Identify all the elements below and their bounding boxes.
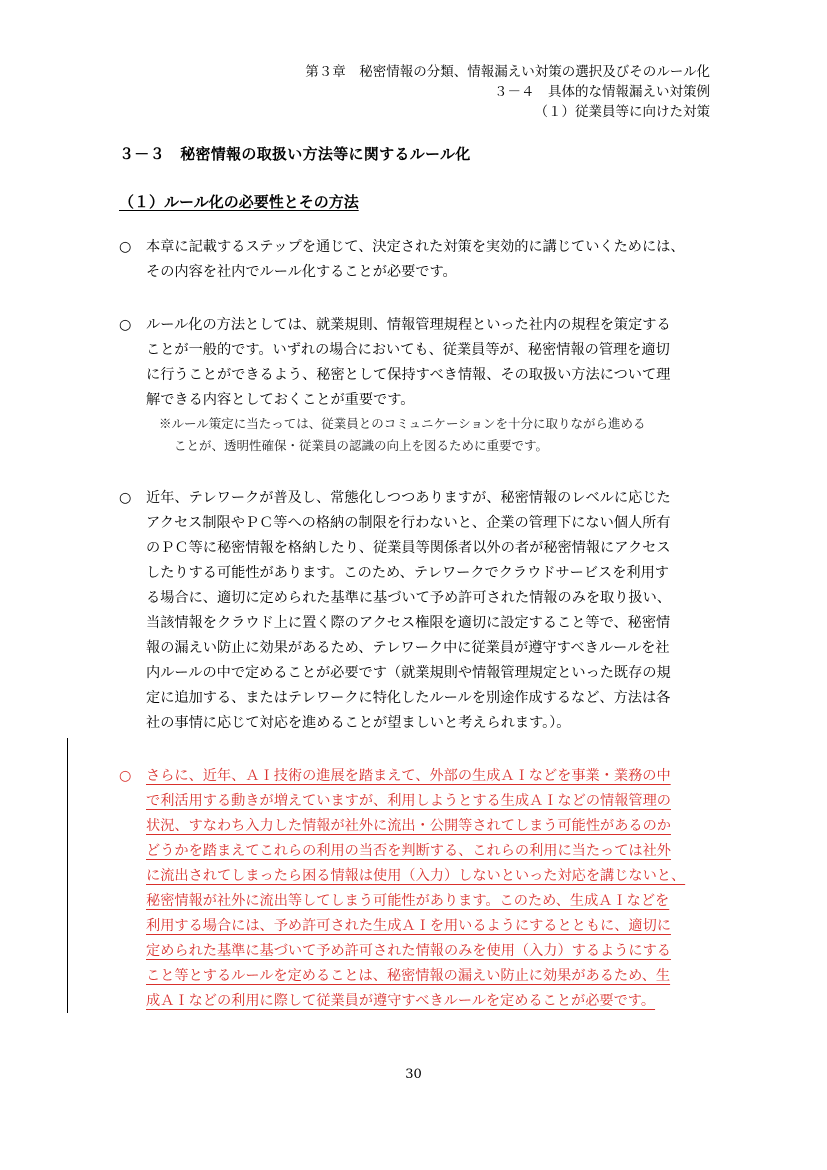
- paragraph-line: 近年、テレワークが普及し、常態化しつつありますが、秘密情報のレベルに応じた: [146, 490, 671, 506]
- paragraph-line: したりする可能性があります。このため、テレワークでクラウドサービスを利用す: [146, 565, 669, 581]
- paragraph-line: 当該情報をクラウド上に置く際のアクセス権限を適切に設定すること等で、秘密情: [146, 615, 671, 631]
- paragraph-line: に行うことができるよう、秘密として保持すべき情報、その取扱い方法について理: [146, 367, 671, 383]
- bullet-circle-icon: ○: [119, 768, 132, 784]
- paragraph-line: る場合に、適切に定められた基準に基づいて予め許可された情報のみを取り扱い、: [146, 590, 671, 606]
- section-title: ３－３ 秘密情報の取扱い方法等に関するルール化: [119, 145, 471, 163]
- paragraph-line: 解できる内容としておくことが重要です。: [146, 392, 415, 408]
- bullet-circle-icon: ○: [119, 239, 132, 255]
- paragraph-line: 報の漏えい防止に効果があるため、テレワーク中に従業員が遵守すべきルールを社: [146, 640, 670, 656]
- paragraph-line: で利活用する動きが増えていますが、利用しようとする生成ＡＩなどの情報管理の: [146, 793, 671, 809]
- paragraph-line: 定められた基準に基づいて予め許可された情報のみを使用（入力）するようにする: [146, 943, 671, 959]
- bullet-paragraph: [119, 235, 719, 285]
- paragraph-line: ルール化の方法としては、就業規則、情報管理規程といった社内の規程を策定する: [146, 317, 671, 333]
- header-section: ３－４ 具体的な情報漏えい対策例: [494, 84, 710, 100]
- running-header: [305, 62, 710, 122]
- paragraph-line: 状況、すなわち入力した情報が社外に流出・公開等されてしまう可能性があるのか: [146, 818, 671, 834]
- paragraph-line: に流出されてしまったら困る情報は使用（入力）しないといった対応を講じないと、: [146, 868, 686, 884]
- bullet-circle-icon: ○: [119, 317, 132, 333]
- paragraph-line: 社の事情に応じて対応を進めることが望ましいと考えられます。）。: [146, 715, 571, 731]
- paragraph-line: 本章に記載するステップを通じて、決定された対策を実効的に講じていくためには、: [146, 239, 685, 255]
- bullet-paragraph: [119, 486, 719, 736]
- paragraph-line: ことが一般的です。いずれの場合においても、従業員等が、秘密情報の管理を適切: [146, 342, 670, 358]
- bullet-circle-icon: ○: [119, 490, 132, 506]
- paragraph-line: のＰＣ等に秘密情報を格納したり、従業員等関係者以外の者が秘密情報にアクセス: [146, 540, 671, 556]
- subsection-title: （１）ルール化の必要性とその方法: [119, 193, 359, 211]
- paragraph-line: 定に追加する、またはテレワークに特化したルールを別途作成するなど、方法は各: [146, 690, 671, 706]
- revision-change-bar: [67, 738, 68, 1013]
- note-line: ※ルール策定に当たっては、従業員とのコミュニケーションを十分に取りながら進める: [159, 416, 646, 431]
- paragraph-line: 内ルールの中で定めることが必要です（就業規則や情報管理規定といった既存の規: [146, 665, 671, 681]
- page-number: 30: [405, 1067, 422, 1082]
- paragraph-line: アクセス制限やＰＣ等への格納の制限を行わないと、企業の管理下にない個人所有: [146, 515, 671, 531]
- paragraph-line: 利用する場合には、予め許可された生成ＡＩを用いるようにするとともに、適切に: [146, 918, 671, 934]
- paragraph-line: こと等とするルールを定めることは、秘密情報の漏えい防止に効果があるため、生: [146, 968, 671, 984]
- paragraph-line: どうかを踏まえてこれらの利用の当否を判断する、これらの利用に当たっては社外: [146, 843, 671, 859]
- note-line: ことが、透明性確保・従業員の認識の向上を図るために重要です。: [174, 438, 549, 453]
- header-chapter: 第３章 秘密情報の分類、情報漏えい対策の選択及びそのルール化: [305, 64, 710, 80]
- paragraph-line: 秘密情報が社外に流出等してしまう可能性があります。このため、生成ＡＩなどを: [146, 893, 670, 909]
- paragraph-line: その内容を社内でルール化することが必要です。: [146, 264, 457, 280]
- paragraph-line: 成ＡＩなどの利用に際して従業員が遵守すべきルールを定めることが必要です。: [146, 993, 656, 1009]
- note-text: [159, 413, 719, 457]
- header-subsection: （１）従業員等に向けた対策: [534, 104, 710, 120]
- bullet-paragraph: [119, 313, 719, 413]
- revised-bullet-paragraph: [119, 764, 719, 1014]
- paragraph-line: さらに、近年、ＡＩ技術の進展を踏まえて、外部の生成ＡＩなどを事業・業務の中: [146, 768, 671, 784]
